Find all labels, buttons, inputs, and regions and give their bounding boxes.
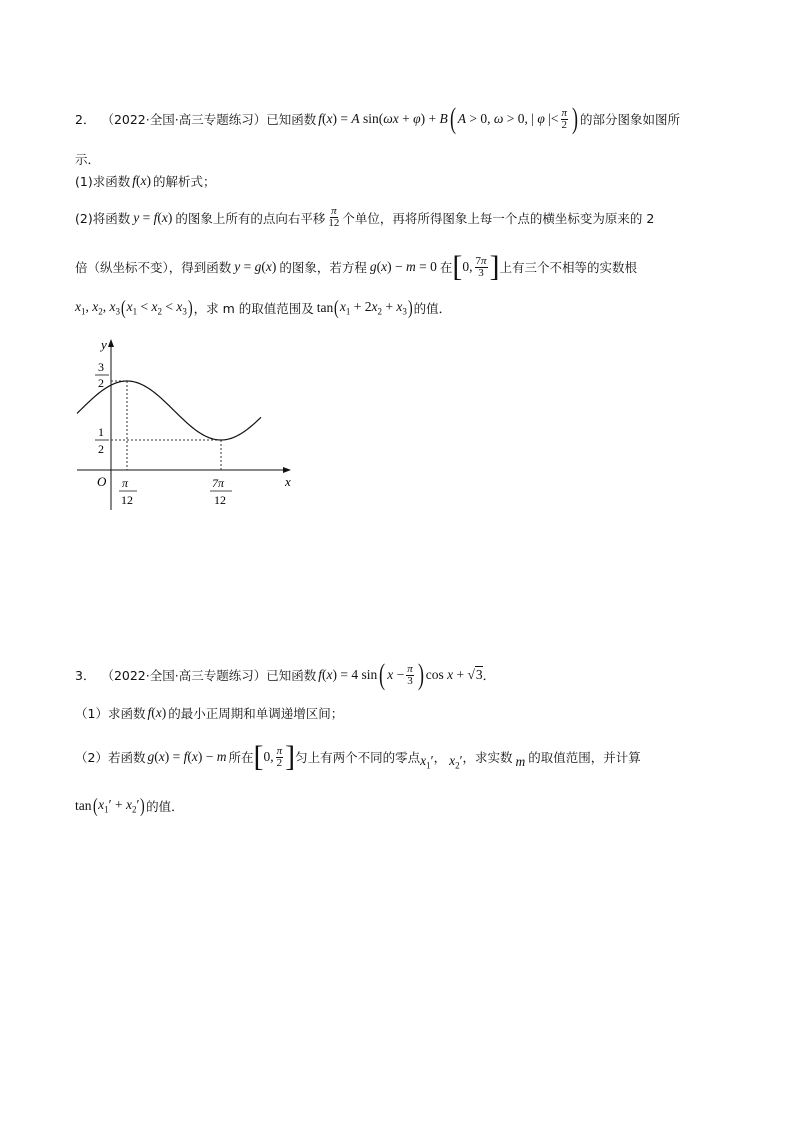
problem2-part2-ygx: y = g(x) — [234, 259, 277, 274]
problem3-part2-b: 匀上有两个不同的零点 — [295, 750, 421, 765]
problem3-part1-fx: f(x) — [147, 705, 167, 720]
x-min-den: 12 — [214, 493, 226, 507]
condition-pi-over-2: $\frac{\pi}{2}$ — [561, 106, 568, 131]
problem2-part2-f: 上有三个不相等的实数根 — [499, 260, 638, 275]
p3-tan-right-paren-icon: ) — [140, 795, 146, 817]
y-min-den: 2 — [98, 442, 104, 456]
problem2-intro: 已知函数 — [266, 112, 317, 127]
p3-right-paren-icon: ) — [417, 658, 424, 691]
problem3-formula-right: cos x + √3 — [425, 667, 483, 682]
problem2-part2-b: 个单位，再将所得图象上每一个点的横坐标变为原来的 2 — [342, 210, 655, 226]
problem2-part2-line1 — [75, 206, 654, 229]
right-bracket-icon: ] — [489, 250, 500, 283]
shift-pi-over-12: $\frac{\pi}{12}$ — [328, 205, 340, 229]
p3-arg: x − — [387, 667, 405, 682]
problem2-source: （2022·全国·高三专题练习） — [101, 112, 267, 127]
problem3-formula-left: f(x) = 4 sin — [318, 667, 378, 682]
problem2-number: 2． — [75, 112, 96, 127]
p3-pi-over-3: $\frac{\pi}{3}$ — [407, 662, 413, 687]
tan-right-paren-icon: ) — [407, 297, 413, 319]
right-paren-icon: ) — [572, 102, 579, 135]
problem2-part2-tan: tan — [316, 300, 334, 315]
problem2-part2-c: 倍（纵坐标不变），得到函数 — [75, 260, 232, 275]
x-axis-arrow-icon — [283, 467, 291, 473]
p3-left-paren-icon: ( — [379, 658, 386, 691]
problem2-tail-line — [75, 150, 100, 168]
problem2-part1-fx: f(x) — [132, 173, 151, 188]
problem2-part2-yfx: y = f(x) — [133, 209, 173, 225]
problem3-x2: $x_2'$ — [449, 753, 463, 771]
y-min-num: 1 — [98, 425, 104, 439]
left-paren-icon: ( — [449, 102, 456, 135]
problem2-part2-eq: g(x) − m = 0 — [369, 259, 437, 274]
problem3-source: （2022·全国·高三专题练习） — [101, 668, 267, 683]
problem2-part1-tail: 的解析式； — [152, 174, 216, 189]
problem2-formula-f: f(x) = A sin(ωx + φ) + B — [318, 111, 448, 126]
problem3-tan: tan — [75, 798, 92, 813]
problem2-part2-h: 的值． — [413, 301, 452, 316]
problem2-tail: 的部分图象如图所 — [580, 112, 681, 127]
left-bracket-icon: [ — [452, 250, 463, 283]
x-max-num: π — [122, 476, 129, 490]
problem3-part2-c: ，求实数 — [462, 750, 513, 765]
problem3-part2-g: g(x) = f(x) − m — [147, 749, 227, 764]
p3-right-bracket-icon: ] — [285, 740, 296, 773]
x-min-num: 7π — [212, 476, 225, 490]
y-max-num: 3 — [98, 360, 104, 374]
p3-tan-arg: $x_1' + x_2'$ — [98, 797, 140, 815]
problem3-sep: ， — [433, 750, 447, 765]
x-axis-label: x — [285, 474, 291, 489]
p3-interval-zero: 0, — [263, 749, 274, 764]
tan-arg: $x_1 + 2x_2 + x_3$ — [339, 299, 407, 317]
problem2-tail2: 示． — [75, 152, 101, 167]
interval-zero: 0, — [462, 259, 473, 274]
y-max-den: 2 — [98, 376, 104, 390]
y-axis-arrow-icon — [108, 339, 114, 347]
problem2-part2-line3 — [75, 298, 451, 318]
p3-left-bracket-icon: [ — [253, 740, 264, 773]
problem3-part1-tail: 的最小正周期和单调递增区间； — [168, 706, 344, 721]
problem2-part2-label: (2)将函数 — [75, 210, 131, 226]
problem2-part2-d: 的图象，若方程 — [279, 260, 367, 275]
problem3-part2-label: （2）若函数 — [75, 750, 146, 765]
problem3-intro: 已知函数 — [266, 668, 317, 683]
sine-curve — [77, 381, 261, 440]
problem3-end: ． — [482, 668, 496, 683]
problem2-statement — [75, 104, 680, 134]
problem3-x1: $x_1'$ — [420, 753, 434, 771]
y-axis-label: y — [101, 337, 107, 352]
problem3-part2-d: 的取值范围，并计算 — [528, 750, 641, 765]
problem2-part1-label: (1)求函数 — [75, 174, 131, 189]
problem3-part2-a: 所在 — [228, 750, 254, 765]
problem2-part2-a: 的图象上所有的点向右平移 — [175, 210, 326, 226]
tan-left-paren-icon: ( — [334, 297, 339, 319]
problem3-number: 3． — [75, 668, 96, 683]
roots-order: $x_1 < x_2 < x_3$ — [126, 299, 187, 317]
problem3-part1 — [75, 704, 343, 722]
problem2-part2-e: 在 — [439, 260, 453, 275]
problem3-statement — [75, 660, 495, 690]
p3-tan-left-paren-icon: ( — [92, 795, 98, 817]
problem3-part2-line2 — [75, 796, 184, 816]
x-max-den: 12 — [121, 493, 133, 507]
function-graph — [75, 335, 305, 515]
problem3-part2-e: 的值． — [146, 799, 184, 814]
origin-label: O — [97, 474, 107, 489]
problem2-part2-roots: $x_1$, $x_2$, $x_3$ — [75, 299, 120, 317]
problem2-condition: A > 0, ω > 0, | φ |< — [457, 111, 559, 126]
problem2-part1 — [75, 172, 216, 190]
problem3-m: m — [515, 754, 526, 769]
problem3-part1-label: （1）求函数 — [75, 706, 146, 721]
problem3-part2-line1 — [75, 742, 641, 772]
p3-interval-pi-over-2: $\frac{\pi}{2}$ — [276, 744, 283, 769]
problem2-part2-line2 — [75, 252, 637, 282]
roots-left-paren-icon: ( — [121, 297, 126, 319]
roots-right-paren-icon: ) — [187, 297, 193, 319]
problem2-part2-g: ，求 m 的取值范围及 — [193, 301, 314, 316]
interval-7pi-over-3: $\frac{7\pi}{3}$ — [475, 254, 487, 279]
